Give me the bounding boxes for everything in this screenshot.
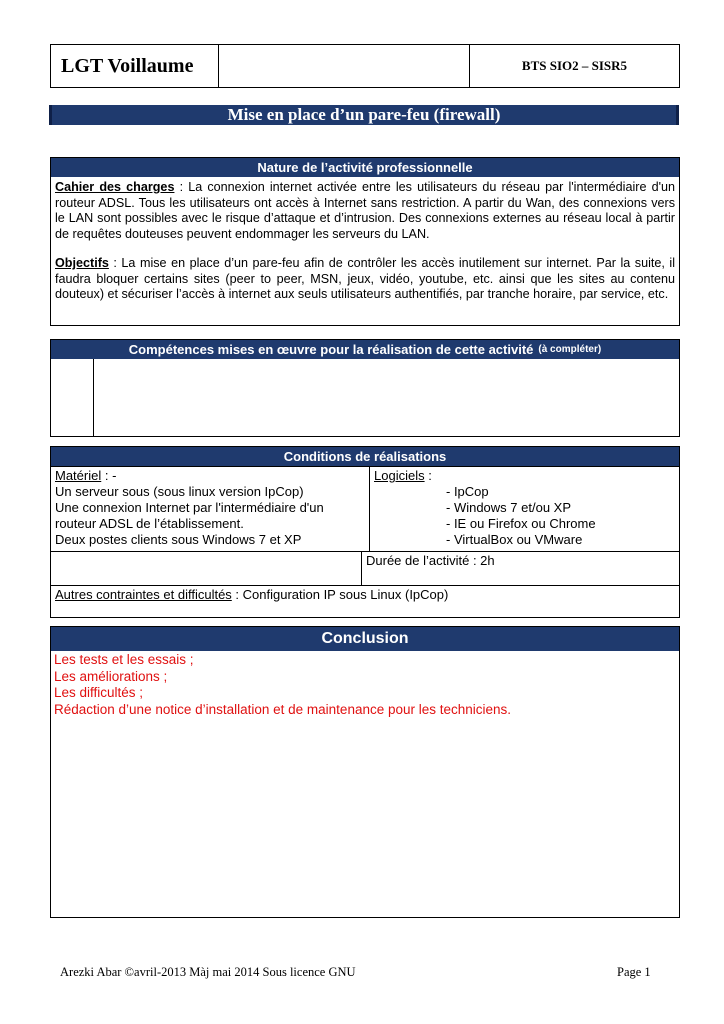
materiel-suffix: : - [101, 468, 117, 483]
competences-note: (à compléter) [538, 344, 602, 355]
header-table [50, 44, 680, 88]
objectifs-text: : La mise en place d’un pare-feu afin de contrôler les accès inutilement sur internet. Par la suite, il faudra bloquer certains sites (peer to peer, MSN, jeux, vidéo, youtube, etc. ainsi que les sites au contenu douteux) et sécuriser l’accès à internet aux seuls utilisateurs authentifiés, par tranche horaire, par service, etc. [55, 256, 675, 301]
logiciel-item: - Windows 7 et/ou XP [446, 500, 571, 515]
logiciels-cell [370, 467, 679, 551]
cahier-text: : La connexion internet activée entre les utilisateurs du réseau par l'intermédiaire d'un routeur ADSL. Tous les utilisateurs ont accès à Internet sans restriction. A partir du Wan, des connexions vers le LAN sont possibles avec le risque d’attaque et d’intrusion. Des connexions externes au réseau local à partir de requêtes douteuses peuvent endommager les serveurs du LAN. [55, 180, 675, 241]
course-code: BTS SIO2 – SISR5 [521, 58, 628, 73]
nature-body [51, 177, 679, 303]
competences-section [50, 339, 680, 437]
conditions-section [50, 446, 680, 618]
conditions-row-resources [51, 467, 679, 552]
logiciel-item: - IE ou Firefox ou Chrome [446, 516, 596, 531]
autres-label: Autres contraintes et difficultés [55, 587, 232, 602]
header-empty-cell [219, 45, 470, 87]
conclusion-line: Les améliorations ; [54, 668, 168, 684]
document-title: Mise en place d’un pare-feu (firewall) [227, 105, 501, 124]
cahier-des-charges-paragraph [55, 180, 675, 242]
duree-cell: Durée de l’activité : 2h [366, 553, 495, 568]
objectifs-paragraph [55, 256, 675, 303]
footer-page-number: Page 1 [617, 965, 651, 979]
competences-title: Compétences mises en œuvre pour la réalisation de cette activité [128, 342, 534, 357]
materiel-line: Une connexion Internet par l'intermédiaire d'un [55, 500, 324, 515]
nature-heading: Nature de l’activité professionnelle [51, 158, 679, 177]
autres-contraintes [51, 586, 679, 604]
duration-empty-cell [51, 552, 362, 585]
logiciels-suffix: : [424, 468, 432, 483]
logiciel-item: - VirtualBox ou VMware [446, 532, 583, 547]
materiel-label: Matériel [55, 468, 102, 483]
conclusion-line: Les difficultés ; [54, 685, 144, 700]
conditions-row-duration [51, 552, 679, 586]
logiciels-label: Logiciels [374, 468, 425, 483]
competences-table [51, 359, 679, 436]
materiel-line: Un serveur sous (sous linux version IpCop) [55, 484, 304, 499]
logiciels-heading [374, 468, 675, 484]
conclusion-body [51, 651, 679, 719]
materiel-heading [55, 468, 365, 484]
document-title-bar [49, 105, 679, 125]
conclusion-section [50, 626, 680, 918]
competences-heading [51, 340, 679, 359]
materiel-cell [51, 467, 370, 551]
cahier-label: Cahier des charges [55, 180, 175, 194]
school-name: LGT Voillaume [51, 45, 219, 87]
footer-credits: Arezki Abar ©avril-2013 Màj mai 2014 Sous licence GNU [60, 965, 356, 979]
nature-section [50, 157, 680, 326]
conclusion-line: Rédaction d’une notice d’installation et de maintenance pour les techniciens. [54, 701, 512, 717]
autres-text: : Configuration IP sous Linux (IpCop) [231, 587, 449, 602]
conclusion-heading: Conclusion [51, 627, 679, 651]
logiciel-item: - IpCop [446, 484, 489, 499]
materiel-line: Deux postes clients sous Windows 7 et XP [55, 532, 302, 547]
competences-code-cell [51, 359, 94, 436]
objectifs-label: Objectifs [55, 256, 109, 270]
conditions-heading: Conditions de réalisations [51, 447, 679, 467]
competences-desc-cell [94, 359, 679, 436]
materiel-line: routeur ADSL de l’établissement. [55, 516, 244, 531]
conclusion-line: Les tests et les essais ; [54, 652, 194, 667]
